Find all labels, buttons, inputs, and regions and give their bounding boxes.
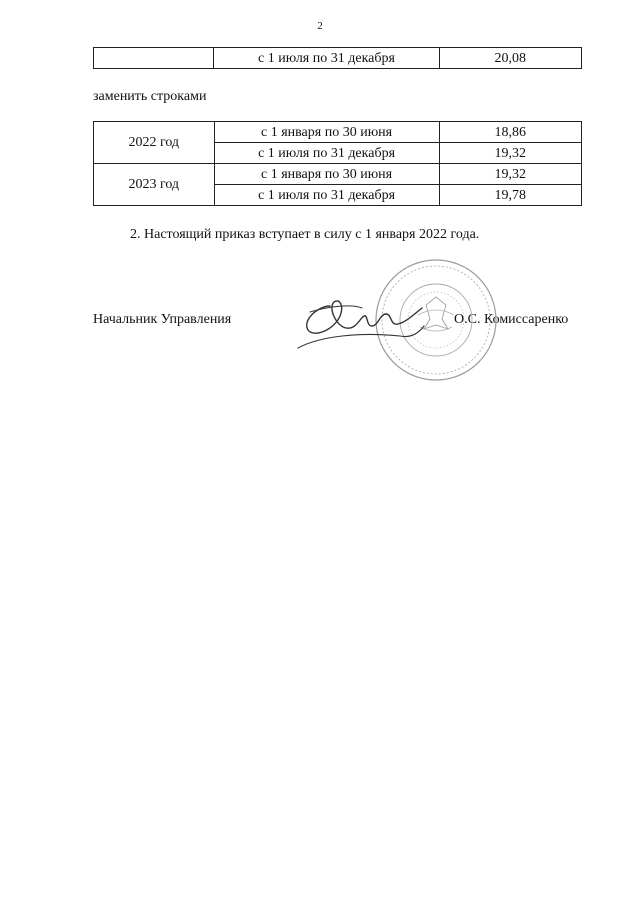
- table-cell-value: 19,32: [439, 164, 581, 185]
- signer-title: Начальник Управления: [93, 312, 232, 327]
- table-cell-value: 19,32: [439, 143, 581, 164]
- table-row: [94, 164, 582, 185]
- replace-label: заменить строками: [93, 89, 207, 104]
- table-cell-value: 20,08: [439, 48, 581, 69]
- table-cell-period: с 1 июля по 31 декабря: [214, 185, 439, 206]
- table-new-rows: [93, 121, 582, 206]
- table-row: [94, 48, 582, 69]
- clause-2-text: 2. Настоящий приказ вступает в силу с 1 января 2022 года.: [130, 227, 480, 242]
- table-cell-value: 18,86: [439, 122, 581, 143]
- table-cell-year: 2023 год: [94, 164, 215, 206]
- table-cell-value: 19,78: [439, 185, 581, 206]
- table-cell-period: с 1 июля по 31 декабря: [214, 143, 439, 164]
- page-number: 2: [317, 20, 323, 32]
- table-row: [94, 122, 582, 143]
- table-cell-year: [94, 48, 214, 69]
- signer-name: О.С. Комиссаренко: [454, 312, 569, 327]
- table-cell-period: с 1 июля по 31 декабря: [214, 48, 439, 69]
- table-cell-period: с 1 января по 30 июня: [214, 164, 439, 185]
- table-cell-period: с 1 января по 30 июня: [214, 122, 439, 143]
- table-old-rows: [93, 47, 582, 69]
- handwritten-signature: [290, 286, 440, 358]
- table-cell-year: 2022 год: [94, 122, 215, 164]
